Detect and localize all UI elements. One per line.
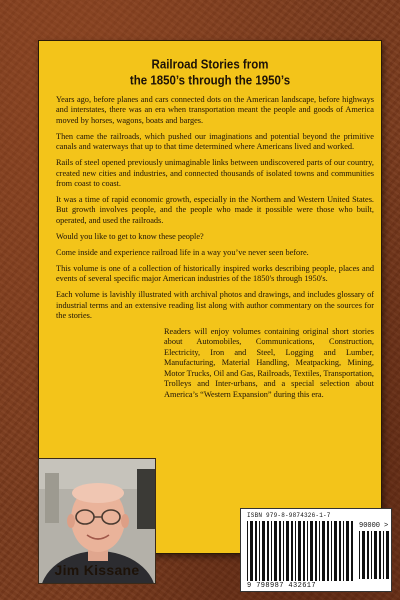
book-title — [39, 57, 381, 89]
blurb-paragraph-5: Would you like to get to know these people? — [56, 231, 204, 241]
blurb-paragraph-1: Years ago, before planes and cars connected dots on the American landscape, before highways and interstates, there was an era when transportation meant the people and goods of America moved by horses, wagons, boats and barges. — [56, 95, 374, 125]
isbn-number: ISBN 979-8-9874326-1-7 — [247, 512, 331, 519]
barcode-addon-bars — [359, 531, 389, 579]
title-line-2: the 1850’s through the 1950’s — [129, 74, 291, 88]
author-name: Jim Kissane — [54, 562, 140, 578]
barcode-digits: 9 798987 432617 — [247, 582, 317, 590]
blurb-paragraph-3: Rails of steel opened previously unimaginable links between undiscovered parts of our country, created new cities and industries, and connected thousands of isolated towns and communities from coast to coast. — [56, 158, 374, 189]
blurb-paragraph-4: It was a time of rapid economic growth, especially in the Northern and Western United States. But growth involves people, and the people who made it possible were those who built, operated, and used the railroads. — [56, 195, 374, 225]
price-arrow: > — [384, 522, 389, 530]
isbn-barcode — [240, 508, 392, 592]
title-line-1: Railroad Stories from — [151, 58, 269, 72]
blurb-paragraph-7: This volume is one of a collection of historically inspired works describing people, places and events of several specific major American industries of the 1850's through 1950's. — [56, 263, 374, 284]
blurb-text — [56, 95, 374, 457]
barcode-bars — [247, 521, 355, 581]
blurb-paragraph-2: Then came the railroads, which pushed our imaginations and potential beyond the primitive canals and waterways that up to that time determined where Americans lived and worked. — [56, 131, 374, 152]
blurb-paragraph-9: Readers will enjoy volumes containing original short stories about Automobiles, Communications, Construction, Electricity, Iron and Steel, Logging and Lumber, Manufacturing, Material Handling, Meatpacking, Mining, Motor Trucks, Oil and Gas, Railroads, Textiles, Transportation, Trolleys and Inter-urbans, and a special selection about America’s “Western Expansion” during this era. — [164, 327, 374, 399]
photo-wrap-space — [39, 327, 157, 457]
blurb-paragraph-8: Each volume is lavishly illustrated with archival photos and drawings, and includes glossary of industrial terms and an extensive reading list along with author commentary on the sources for the stories. — [56, 290, 374, 321]
price-code: 90000 — [359, 522, 381, 530]
blurb-paragraph-6: Come inside and experience railroad life in a way you’ve never seen before. — [56, 247, 309, 257]
